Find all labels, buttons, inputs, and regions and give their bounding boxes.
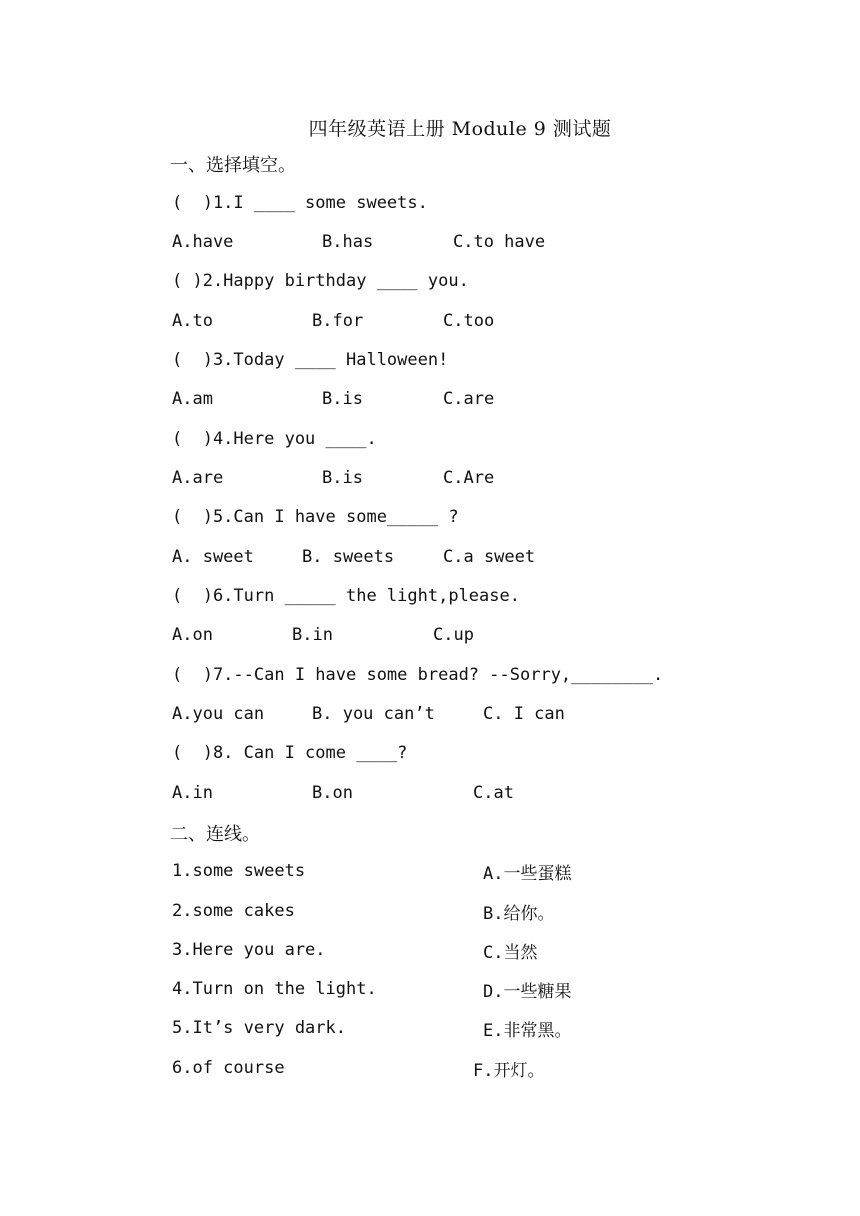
question-6-option-b: B.in <box>292 625 333 645</box>
match-right-e: E.非常黑。 <box>483 1021 572 1041</box>
match-right-d: D.一些糖果 <box>483 982 572 1002</box>
question-8: ( )8. Can I come ____? <box>172 743 408 763</box>
question-3-option-b: B.is <box>322 389 363 409</box>
question-4: ( )4.Here you ____. <box>172 429 377 449</box>
question-7-option-c: C. I can <box>483 704 565 724</box>
match-left-4: 4.Turn on the light. <box>172 979 377 999</box>
match-left-5: 5.It’s very dark. <box>172 1018 346 1038</box>
question-3-option-a: A.am <box>172 389 213 409</box>
match-left-6: 6.of course <box>172 1058 285 1078</box>
question-2-option-a: A.to <box>172 311 213 331</box>
match-right-a: A.一些蛋糕 <box>483 864 572 884</box>
question-6-option-c: C.up <box>433 625 474 645</box>
question-8-option-b: B.on <box>312 783 353 803</box>
match-right-b: B.给你。 <box>483 904 555 924</box>
question-3-option-c: C.are <box>443 389 495 409</box>
question-1-option-b: B.has <box>322 232 374 252</box>
match-left-1: 1.some sweets <box>172 861 306 881</box>
question-5-option-b: B. sweets <box>302 547 395 567</box>
question-2-option-c: C.too <box>443 311 495 331</box>
match-left-2: 2.some cakes <box>172 901 295 921</box>
question-2: ( )2.Happy birthday ____ you. <box>172 271 469 291</box>
question-1-option-c: C.to have <box>453 232 546 252</box>
question-1: ( )1.I ____ some sweets. <box>172 193 428 213</box>
match-right-f: F.开灯。 <box>473 1061 545 1081</box>
question-3: ( )3.Today ____ Halloween! <box>172 350 449 370</box>
question-8-option-a: A.in <box>172 783 213 803</box>
page-title: 四年级英语上册 Module 9 测试题 <box>308 118 612 140</box>
question-8-option-c: C.at <box>473 783 514 803</box>
question-4-option-c: C.Are <box>443 468 495 488</box>
question-5: ( )5.Can I have some_____ ? <box>172 507 459 527</box>
question-7-option-a: A.you can <box>172 704 265 724</box>
match-left-3: 3.Here you are. <box>172 940 326 960</box>
question-2-option-b: B.for <box>312 311 364 331</box>
match-right-c: C.当然 <box>483 943 538 963</box>
section-2-heading: 二、连线。 <box>170 824 260 845</box>
question-7: ( )7.--Can I have some bread? --Sorry,________. <box>172 665 664 685</box>
question-5-option-c: C.a sweet <box>443 547 536 567</box>
question-5-option-a: A. sweet <box>172 547 254 567</box>
question-6: ( )6.Turn _____ the light,please. <box>172 586 520 606</box>
question-1-option-a: A.have <box>172 232 234 252</box>
question-6-option-a: A.on <box>172 625 213 645</box>
question-4-option-a: A.are <box>172 468 224 488</box>
question-7-option-b: B. you can’t <box>312 704 435 724</box>
question-4-option-b: B.is <box>322 468 363 488</box>
section-1-heading: 一、选择填空。 <box>170 155 296 176</box>
